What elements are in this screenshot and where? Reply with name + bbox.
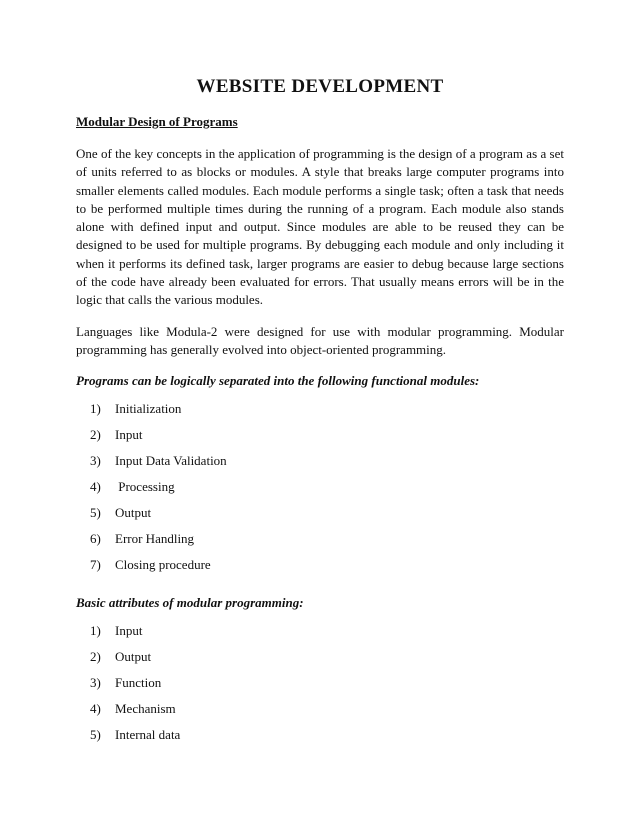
section-heading: Modular Design of Programs [76, 114, 238, 129]
list-item [90, 622, 564, 648]
modules-list [76, 400, 564, 582]
list-item-label: Closing procedure [115, 557, 211, 573]
list-item-label: Processing [115, 479, 175, 495]
list-item-label: Function [115, 675, 162, 691]
document-page [76, 74, 564, 764]
list-item-label: Mechanism [115, 701, 176, 717]
list-item-label: Input [115, 427, 143, 443]
list-item-label: Input Data Validation [115, 453, 227, 469]
list-item [90, 504, 564, 530]
attributes-list [76, 622, 564, 752]
list-item-number: 4) [90, 701, 101, 717]
list-item-label: Initialization [115, 401, 182, 417]
list-item [90, 478, 564, 504]
list-item-label: Output [115, 505, 152, 521]
list-item-number: 1) [90, 401, 101, 417]
list-item-number: 2) [90, 427, 101, 443]
list-item-number: 3) [90, 675, 101, 691]
list-item [90, 674, 564, 700]
list-item-label: Internal data [115, 727, 181, 743]
list-item [90, 648, 564, 674]
list-item-number: 1) [90, 623, 101, 639]
list-item-number: 5) [90, 727, 101, 743]
list-item-number: 7) [90, 557, 101, 573]
list-item [90, 426, 564, 452]
list-item-number: 5) [90, 505, 101, 521]
attributes-heading: Basic attributes of modular programming: [76, 595, 304, 611]
list-item [90, 556, 564, 582]
list-item [90, 530, 564, 556]
list-item-number: 4) [90, 479, 101, 495]
list-item-number: 6) [90, 531, 101, 547]
list-item [90, 400, 564, 426]
page-title: WEBSITE DEVELOPMENT [196, 76, 444, 97]
list-item [90, 452, 564, 478]
paragraph-languages: Languages like Modula-2 were designed for use with modular programming. Modular programming has generally evolved into object-oriented programming. [76, 323, 564, 357]
list-item-number: 2) [90, 649, 101, 665]
list-item-label: Output [115, 649, 152, 665]
list-item [90, 726, 564, 752]
modules-heading: Programs can be logically separated into the following functional modules: [76, 373, 480, 389]
list-item-label: Input [115, 623, 143, 639]
paragraph-intro: One of the key concepts in the application of programming is the design of a program as a set of units referred to as blocks or modules. A style that breaks large computer programs into smaller elements called modules. Each module performs a single task; often a task that needs to be performed multiple times during the running of a program. Each module also stands alone with defined input and output. Since modules are able to be reused they can be designed to be used for multiple programs. By debugging each module and only including it when it performs its defined task, larger programs are easier to debug because large sections of the code have already been evaluated for errors. That usually means errors will be in the logic that calls the various modules. [76, 146, 564, 308]
list-item-label: Error Handling [115, 531, 195, 547]
list-item [90, 700, 564, 726]
list-item-number: 3) [90, 453, 101, 469]
